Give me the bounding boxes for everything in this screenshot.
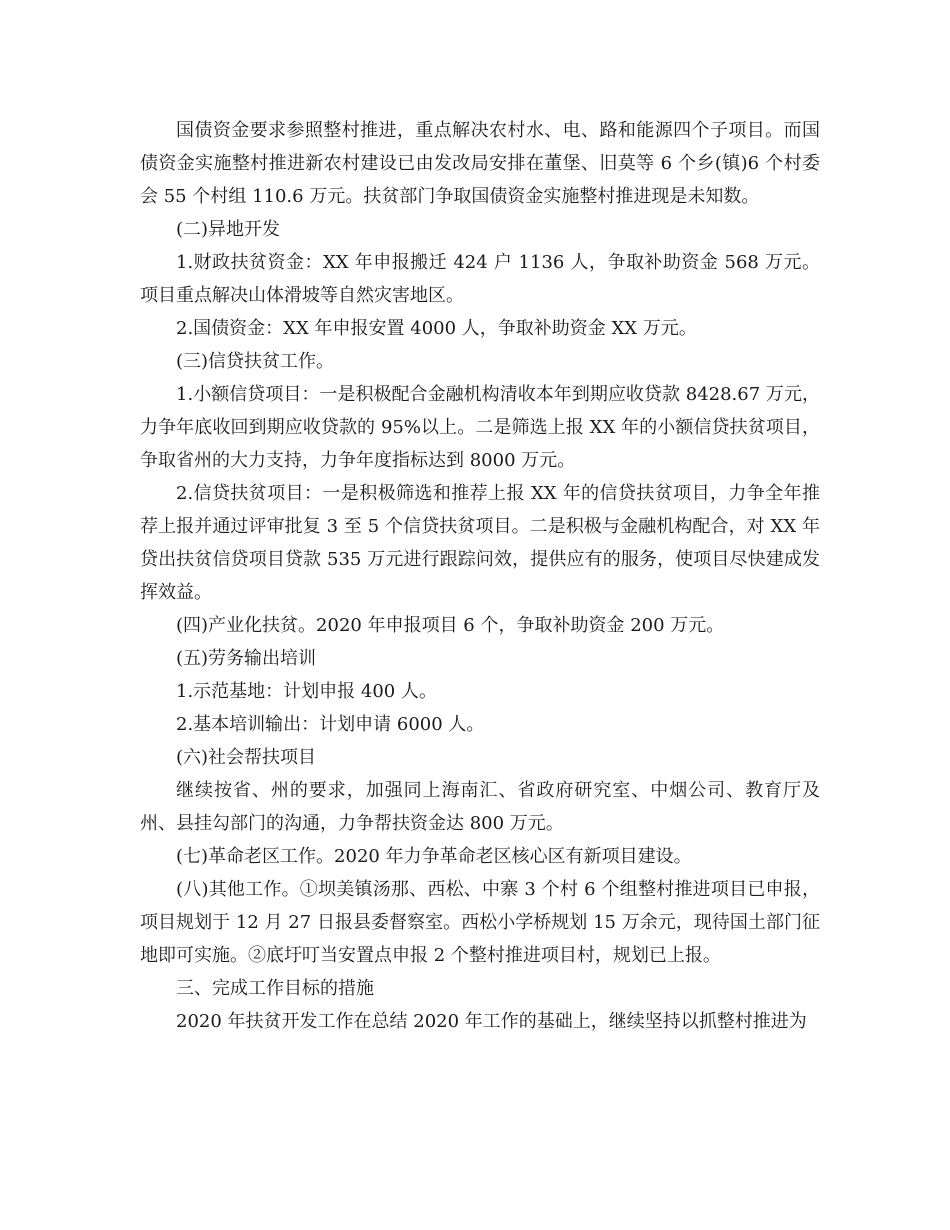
heading-labor-export-training: (五)劳务输出培训 xyxy=(176,648,317,669)
document-body xyxy=(140,114,820,1038)
paragraph-fiscal-poverty-funds: 1.财政扶贫资金：XX 年申报搬迁 424 户 1136 人，争取补助资金 568 万元。项目重点解决山体滑坡等自然灾害地区。 xyxy=(140,252,820,306)
heading-credit-poverty-work: (三)信贷扶贫工作。 xyxy=(176,351,335,372)
paragraph-social-assistance: 继续按省、州的要求，加强同上海南汇、省政府研究室、中烟公司、教育厅及州、县挂勾部门的沟通，力争帮扶资金达 800 万元。 xyxy=(140,780,820,834)
paragraph-national-debt-resettlement: 2.国债资金：XX 年申报安置 4000 人，争取补助资金 XX 万元。 xyxy=(176,318,697,339)
paragraph-old-revolutionary-area: (七)革命老区工作。2020 年力争革命老区核心区有新项目建设。 xyxy=(176,846,692,867)
paragraph-other-work: (八)其他工作。①坝美镇汤那、西松、中寨 3 个村 6 个组整村推进项目已申报，项目规划于 12 月 27 日报县委督察室。西松小学桥规划 15 万余元，现待国土部门征地即可实施。②底圩叮当安置点申报 2 个整村推进项目村，规划已上报。 xyxy=(140,879,820,966)
paragraph-microcredit-projects: 1.小额信贷项目：一是积极配合金融机构清收本年到期应收贷款 8428.67 万元，力争年底收回到期应收贷款的 95%以上。二是筛选上报 XX 年的小额信贷扶贫项目，争取省州的大力支持，力争年度指标达到 8000 万元。 xyxy=(140,384,820,471)
heading-social-assistance-projects: (六)社会帮扶项目 xyxy=(176,747,317,768)
paragraph-credit-poverty-projects: 2.信贷扶贫项目：一是积极筛选和推荐上报 XX 年的信贷扶贫项目，力争全年推荐上报并通过评审批复 3 至 5 个信贷扶贫项目。二是积极与金融机构配合，对 XX 年贷出扶贫信贷项目贷款 535 万元进行跟踪问效，提供应有的服务，使项目尽快建成发挥效益。 xyxy=(140,483,820,603)
paragraph-basic-training-output: 2.基本培训输出：计划申请 6000 人。 xyxy=(176,714,485,735)
paragraph-industrialized-poverty: (四)产业化扶贫。2020 年申报项目 6 个，争取补助资金 200 万元。 xyxy=(176,615,725,636)
paragraph-national-debt-funds: 国债资金要求参照整村推进，重点解决农村水、电、路和能源四个子项目。而国债资金实施整村推进新农村建设已由发改局安排在董堡、旧莫等 6 个乡(镇)6 个村委会 55 个村组 110.6 万元。扶贫部门争取国债资金实施整村推进现是未知数。 xyxy=(140,120,820,207)
paragraph-2020-work-summary: 2020 年扶贫开发工作在总结 2020 年工作的基础上，继续坚持以抓整村推进为 xyxy=(176,1011,807,1032)
paragraph-demonstration-base: 1.示范基地：计划申报 400 人。 xyxy=(176,681,437,702)
heading-relocation-development: (二)异地开发 xyxy=(176,219,281,240)
heading-measures: 三、完成工作目标的措施 xyxy=(176,978,374,999)
